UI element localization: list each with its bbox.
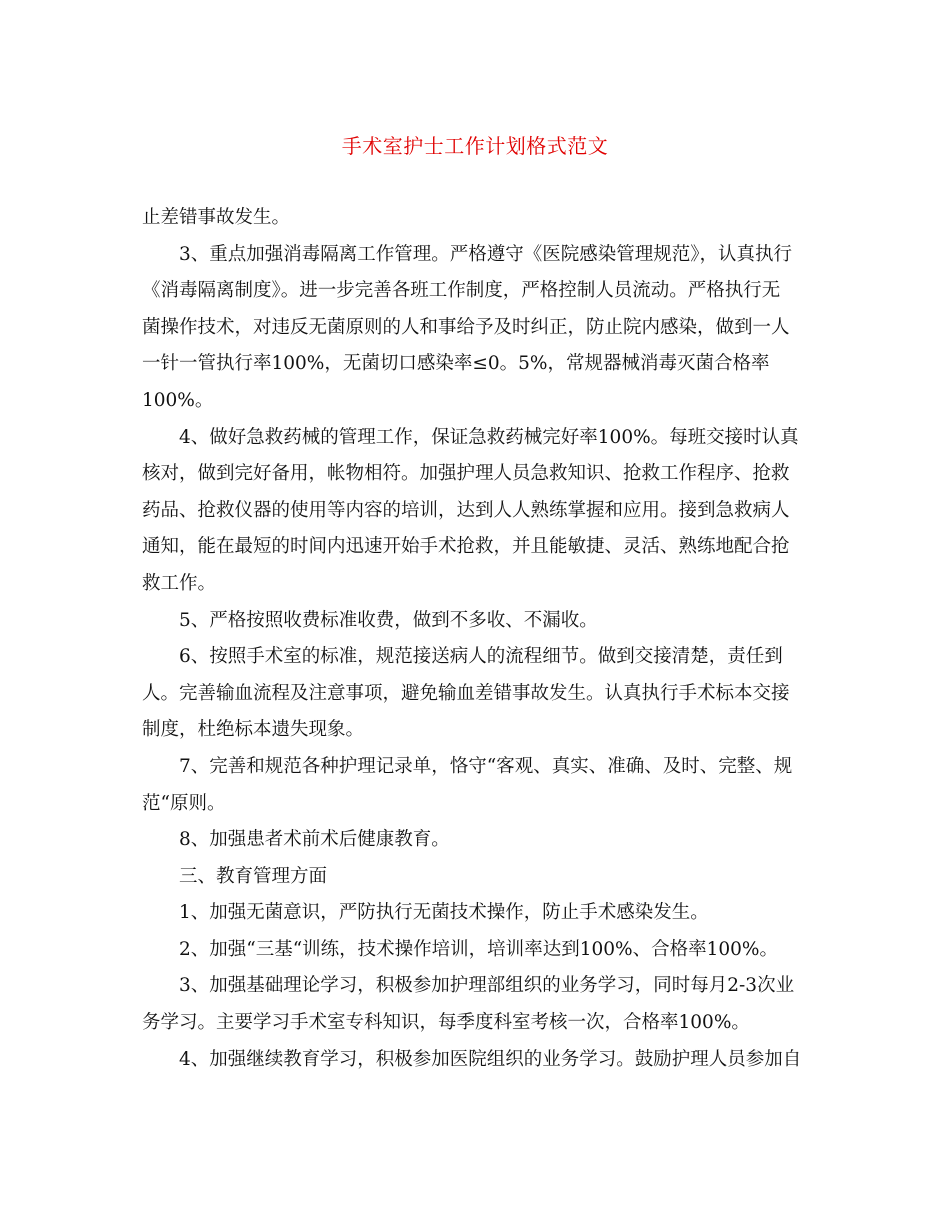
text-line: 止差错事故发生。	[142, 207, 291, 228]
text-line: 2、加强“三基“训练，技术操作培训，培训率达到100%、合格率100%。	[142, 938, 778, 960]
document-body	[142, 200, 810, 1078]
document-title: 手术室护士工作计划格式范文	[341, 134, 609, 158]
text-line: 4、加强继续教育学习，积极参加医院组织的业务学习。鼓励护理人员参加自	[142, 1048, 802, 1070]
text-line: 药品、抢救仪器的使用等内容的培训，达到人人熟练掌握和应用。接到急救病人	[142, 499, 790, 521]
text-line: 5、严格按照收费标准收费，做到不多收、不漏收。	[142, 609, 598, 631]
text-line: 菌操作技术，对违反无菌原则的人和事给予及时纠正，防止院内感染，做到一人	[142, 316, 790, 338]
text-line: 6、按照手术室的标准，规范接送病人的流程细节。做到交接清楚，责任到	[142, 646, 783, 668]
text-line: 100%。	[142, 389, 214, 411]
text-line: 制度，杜绝标本遗失现象。	[142, 719, 365, 741]
text-line: 三、教育管理方面	[142, 865, 328, 887]
text-line: 人。完善输血流程及注意事项，避免输血差错事故发生。认真执行手术标本交接	[142, 682, 790, 704]
text-line: 3、加强基础理论学习，积极参加护理部组织的业务学习，同时每月2-3次业	[142, 975, 795, 997]
text-line: 3、重点加强消毒隔离工作管理。严格遵守《医院感染管理规范》，认真执行	[142, 243, 793, 265]
text-line: 7、完善和规范各种护理记录单，恪守“客观、真实、准确、及时、完整、规	[142, 755, 793, 777]
text-line: 8、加强患者术前术后健康教育。	[142, 829, 450, 851]
text-line: 通知，能在最短的时间内迅速开始手术抢救，并且能敏捷、灵活、熟练地配合抢	[142, 536, 790, 558]
text-line: 《消毒隔离制度》。进一步完善各班工作制度，严格控制人员流动。严格执行无	[142, 280, 781, 302]
text-line: 一针一管执行率100%，无菌切口感染率≤0。5%，常规器械消毒灭菌合格率	[142, 353, 770, 375]
text-line: 范“原则。	[142, 792, 226, 814]
text-line: 核对，做到完好备用，帐物相符。加强护理人员急救知识、抢救工作程序、抢救	[142, 463, 790, 485]
text-line: 救工作。	[142, 572, 217, 594]
text-line: 务学习。主要学习手术室专科知识，每季度科室考核一次，合格率100%。	[142, 1012, 750, 1034]
text-line: 4、做好急救药械的管理工作，保证急救药械完好率100%。每班交接时认真	[142, 426, 799, 448]
text-line: 1、加强无菌意识，严防执行无菌技术操作，防止手术感染发生。	[142, 902, 709, 924]
